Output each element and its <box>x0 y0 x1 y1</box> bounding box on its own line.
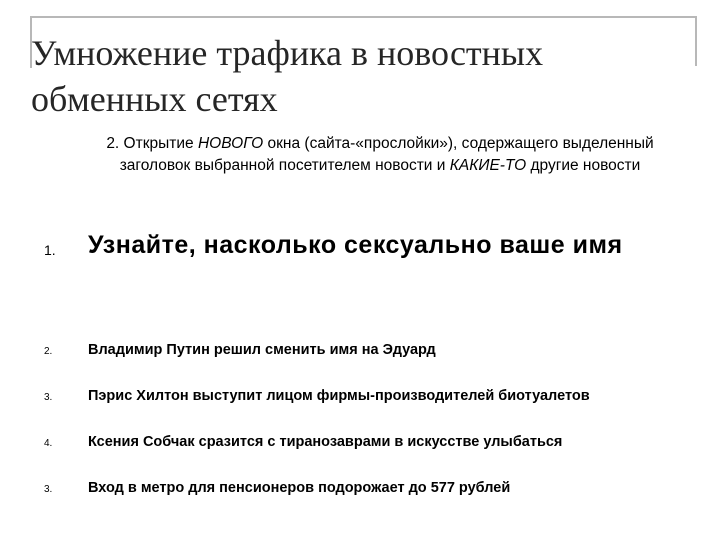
subtitle-part-3: окна (сайта-«прослойки»), содержащего выделенный заголовок выбранной посетителем новости и <box>119 135 654 174</box>
news-item-number: 3. <box>44 484 53 495</box>
subtitle-part-1: 2. Открытие <box>106 135 198 152</box>
news-item-headline: Вход в метро для пенсионеров подорожает до 577 рублей <box>88 480 511 496</box>
news-item-headline: Узнайте, насколько сексуально ваше имя <box>88 231 623 259</box>
title-frame-top-border <box>30 16 696 18</box>
title-frame-right-border <box>695 16 697 66</box>
slide-title: Умножение трафика в новостных обменных сетях <box>31 33 544 119</box>
news-item-number: 3. <box>44 392 53 403</box>
slide-subtitle <box>80 133 680 177</box>
subtitle-emphasis-some: КАКИЕ-ТО <box>449 157 527 174</box>
news-item-headline: Ксения Собчак сразится с тиранозаврами в искусстве улыбаться <box>88 434 563 450</box>
news-item-headline: Владимир Путин решил сменить имя на Эдуард <box>88 342 436 358</box>
subtitle-emphasis-new: НОВОГО <box>197 135 264 152</box>
news-item-number: 1. <box>44 242 56 258</box>
news-item-number: 4. <box>44 438 53 449</box>
news-item-headline: Пэрис Хилтон выступит лицом фирмы-производителей биотуалетов <box>88 388 590 404</box>
news-item-number: 2. <box>44 346 53 357</box>
subtitle-part-5: другие новости <box>526 157 641 174</box>
